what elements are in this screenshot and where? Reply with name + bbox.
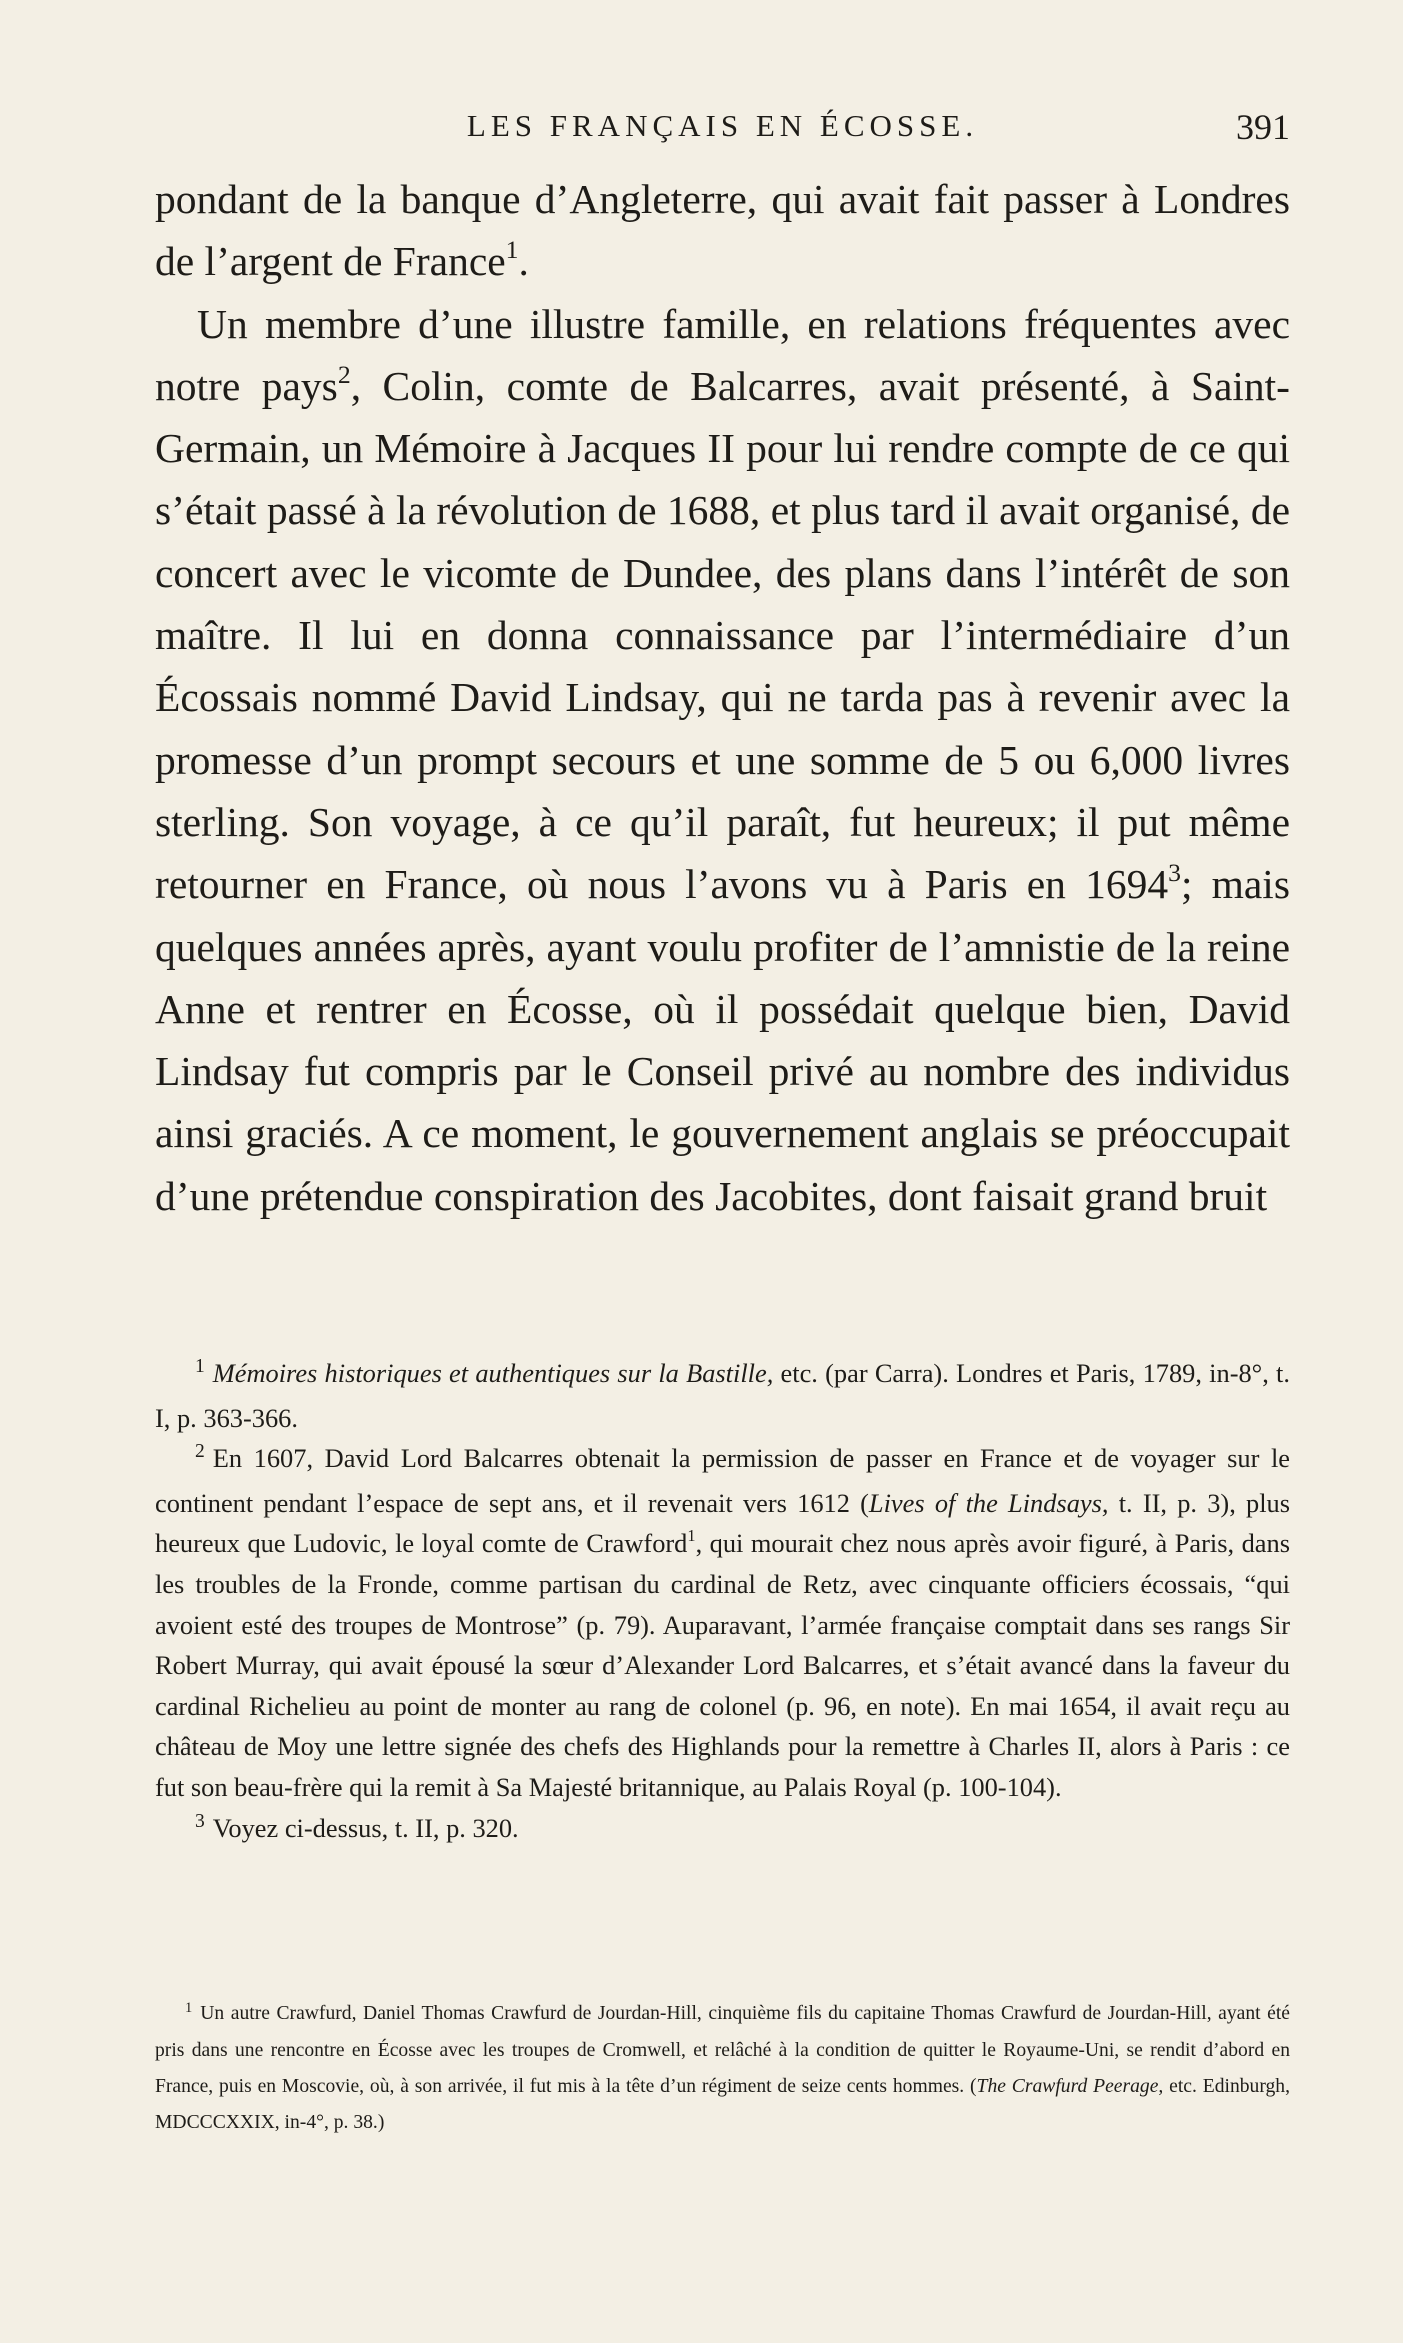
footnote-2-title: Lives of the Lindsays, bbox=[868, 1487, 1109, 1518]
sub-footnote bbox=[155, 1996, 1290, 2141]
footnote-2-text-c: , qui mourait chez nous après avoir figuré, à Paris, dans les troubles de la Fronde, comme partisan du cardinal de Retz, avec cinquante officiers écossais, “qui avoient esté des troupes de Montrose” (p. 79). Auparavant, l’armée française comptait dans ses rangs Sir Robert Murray, qui avait épousé la sœur d’Alexander Lord Balcarres, et s’était avancé dans la faveur du cardinal Richelieu au point de monter au rang de colonel (p. 96, en note). En mai 1654, il avait reçu au château de Moy une lettre signée des chefs des Highlands pour la remettre à Charles II, alors à Paris : ce fut son beau-frère qui la remit à Sa Majesté britannique, au Palais Royal (p. 100-104). bbox=[155, 1528, 1290, 1802]
paragraph-2 bbox=[155, 293, 1290, 1227]
footnote-1-title: Mémoires historiques et authentiques sur la Bastille, bbox=[212, 1358, 774, 1388]
running-title: LES FRANÇAIS EN ÉCOSSE. bbox=[466, 108, 979, 143]
footnote-1-mark: 1 bbox=[195, 1356, 205, 1378]
footnote-3-mark: 3 bbox=[195, 1810, 205, 1832]
footnote-3-text: Voyez ci-dessus, t. II, p. 320. bbox=[212, 1812, 519, 1843]
footnote-ref-1: 1 bbox=[505, 234, 519, 264]
sub-footnote-title: The Crawfurd Peerage, bbox=[976, 2076, 1164, 2097]
paragraph-2-text-a: Un membre d’une illustre famille, en relations fréquentes avec notre pays bbox=[155, 300, 1290, 409]
footnote-2-text-b: t. II, p. 3), plus heureux que Ludovic, le loyal comte de Crawford bbox=[155, 1487, 1291, 1559]
footnote-1-text: etc. (par Carra). Londres et Paris, 1789, in-8°, t. I, p. 363-366. bbox=[155, 1358, 1290, 1433]
footnote-2-mark: 2 bbox=[195, 1441, 205, 1463]
paragraph-1-end: . bbox=[518, 238, 529, 285]
footnote-2-text-a: En 1607, David Lord Balcarres obtenait la permission de passer en France et de voyager sur le continent pendant l’espace de sept ans, et il revenait vers 1612 ( bbox=[155, 1443, 1290, 1518]
sub-footnote-text-b: etc. Edinburgh, MDCCCXXIX, in-4°, p. 38.) bbox=[155, 2076, 1291, 2133]
running-head bbox=[155, 108, 1290, 148]
paragraph-1-text: pondant de la banque d’Angleterre, qui avait fait passer à Londres de l’argent de France bbox=[155, 176, 1290, 285]
footnote-1 bbox=[155, 1353, 1290, 1438]
footnote-2-subref: 1 bbox=[687, 1525, 696, 1545]
sub-footnote-1 bbox=[155, 1996, 1290, 2141]
paragraph-1 bbox=[155, 168, 1290, 293]
paragraph-2-text-c: ; mais quelques années après, ayant voulu profiter de l’amnistie de la reine Anne et rentrer en Écosse, où il possédait quelque bien, David Lindsay fut compris par le Conseil privé au nombre des individus ainsi graciés. A ce moment, le gouvernement anglais se préoccupait d’une prétendue conspiration des Jacobites, dont faisait grand bruit bbox=[155, 861, 1290, 1219]
footnotes bbox=[155, 1353, 1290, 1852]
main-text bbox=[155, 168, 1290, 1227]
footnote-ref-2: 2 bbox=[337, 359, 351, 389]
sub-footnote-text-a: Un autre Crawfurd, Daniel Thomas Crawfurd de Jourdan-Hill, cinquième fils du capitaine Thomas Crawfurd de Jourdan-Hill, ayant été pris dans une rencontre en Écosse avec les troupes de Cromwell, et relâché à la condition de quitter le Royaume-Uni, se rendit d’abord en France, puis en Moscovie, où, à son arrivée, il fut mis à la tête d’un régiment de seize cents hommes. ( bbox=[155, 2003, 1290, 2097]
footnote-2 bbox=[155, 1438, 1290, 1807]
footnote-3 bbox=[155, 1808, 1290, 1853]
paragraph-2-text-b: , Colin, comte de Balcarres, avait présenté, à Saint-Germain, un Mémoire à Jacques II pour lui rendre compte de ce qui s’était passé à la révolution de 1688, et plus tard il avait organisé, de concert avec le vicomte de Dundee, des plans dans l’intérêt de son maître. Il lui en donna connaissance par l’intermédiaire d’un Écossais nommé David Lindsay, qui ne tarda pas à revenir avec la promesse d’un prompt secours et une somme de 5 ou 6,000 livres sterling. Son voyage, à ce qu’il paraît, fut heureux; il put même retourner en France, où nous l’avons vu à Paris en 1694 bbox=[155, 362, 1290, 908]
sub-footnote-mark: 1 bbox=[185, 1999, 193, 2016]
footnote-ref-3: 3 bbox=[1168, 857, 1181, 887]
page-number: 391 bbox=[1236, 107, 1290, 147]
